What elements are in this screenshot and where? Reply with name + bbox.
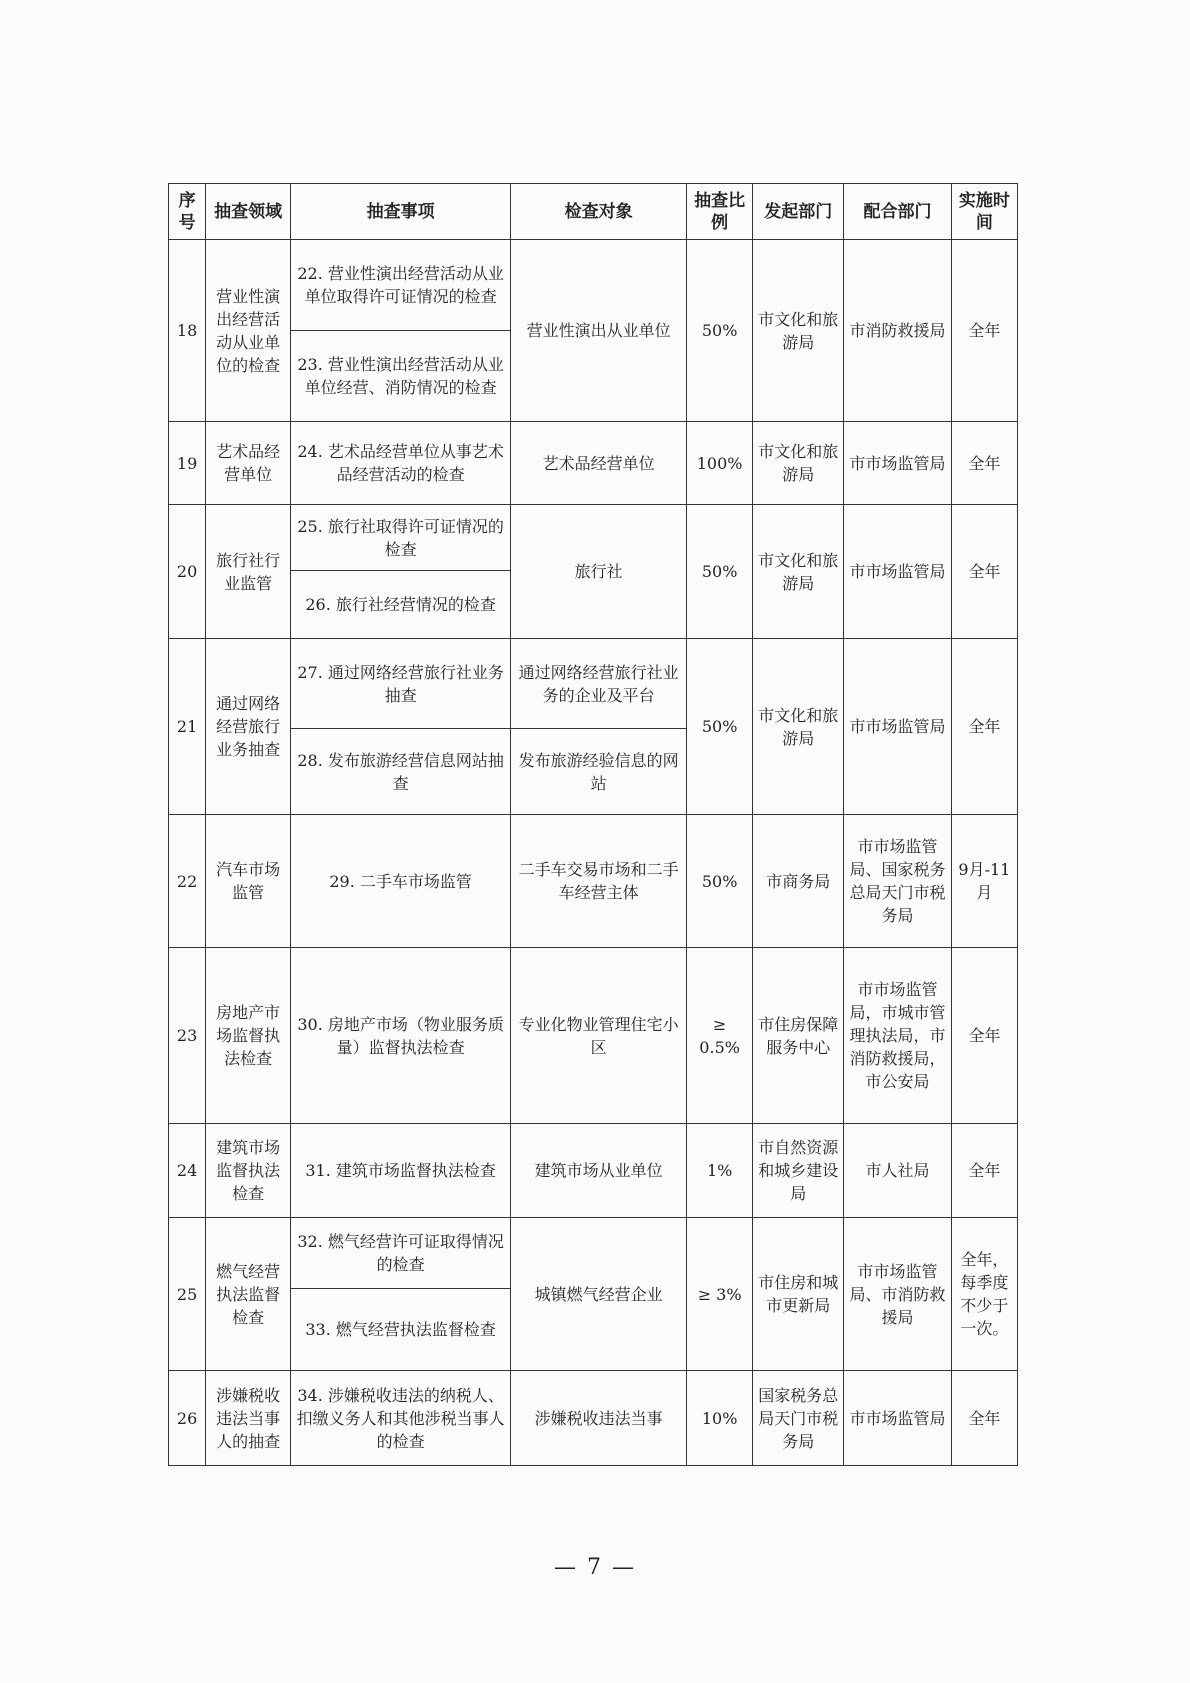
cell-item: 24. 艺术品经营单位从事艺术品经营活动的检查 <box>291 422 511 505</box>
cell-item: 29. 二手车市场监管 <box>291 815 511 948</box>
cell-target: 营业性演出从业单位 <box>511 240 687 422</box>
cell-dept: 市自然资源和城乡建设局 <box>753 1124 844 1218</box>
cell-ratio: ≥ 3% <box>687 1218 753 1371</box>
cell-coop: 市市场监管局 <box>844 505 952 639</box>
cell-dept: 市文化和旅游局 <box>753 505 844 639</box>
cell-target: 建筑市场从业单位 <box>511 1124 687 1218</box>
cell-coop: 市市场监管局 <box>844 422 952 505</box>
cell-item: 30. 房地产市场（物业服务质量）监督执法检查 <box>291 948 511 1124</box>
header-target: 检查对象 <box>511 184 687 240</box>
inspection-table <box>168 183 1018 1466</box>
table-row <box>169 639 1018 729</box>
cell-item: 28. 发布旅游经营信息网站抽查 <box>291 729 511 815</box>
cell-time: 全年 <box>951 639 1017 815</box>
cell-target: 通过网络经营旅行社业务的企业及平台 <box>511 639 687 729</box>
cell-target: 艺术品经营单位 <box>511 422 687 505</box>
cell-item: 33. 燃气经营执法监督检查 <box>291 1289 511 1371</box>
cell-time: 全年 <box>951 240 1017 422</box>
cell-coop: 市市场监管局 <box>844 639 952 815</box>
header-coop: 配合部门 <box>844 184 952 240</box>
cell-field: 涉嫌税收违法当事人的抽查 <box>206 1371 291 1466</box>
cell-time: 全年 <box>951 1371 1017 1466</box>
cell-field: 汽车市场监管 <box>206 815 291 948</box>
cell-field: 房地产市场监督执法检查 <box>206 948 291 1124</box>
table-row <box>169 948 1018 1124</box>
cell-field: 旅行社行业监管 <box>206 505 291 639</box>
cell-item: 34. 涉嫌税收违法的纳税人、扣缴义务人和其他涉税当事人的检查 <box>291 1371 511 1466</box>
cell-target: 二手车交易市场和二手车经营主体 <box>511 815 687 948</box>
cell-time: 全年，每季度不少于一次。 <box>951 1218 1017 1371</box>
cell-ratio: ≥ 0.5% <box>687 948 753 1124</box>
page-number: — 7 — <box>554 1555 636 1580</box>
cell-dept: 市住房保障服务中心 <box>753 948 844 1124</box>
header-ratio: 抽查比例 <box>687 184 753 240</box>
cell-seq: 21 <box>169 639 206 815</box>
cell-item: 25. 旅行社取得许可证情况的检查 <box>291 505 511 571</box>
cell-seq: 18 <box>169 240 206 422</box>
header-time: 实施时间 <box>951 184 1017 240</box>
cell-field: 通过网络经营旅行业务抽查 <box>206 639 291 815</box>
table-row <box>169 240 1018 331</box>
cell-target: 旅行社 <box>511 505 687 639</box>
cell-ratio: 50% <box>687 639 753 815</box>
table-row <box>169 505 1018 571</box>
cell-seq: 20 <box>169 505 206 639</box>
cell-seq: 24 <box>169 1124 206 1218</box>
cell-coop: 市市场监管局、市消防救援局 <box>844 1218 952 1371</box>
cell-coop: 市市场监管局 <box>844 1371 952 1466</box>
cell-seq: 19 <box>169 422 206 505</box>
cell-coop: 市消防救援局 <box>844 240 952 422</box>
table-row <box>169 1124 1018 1218</box>
cell-time: 全年 <box>951 422 1017 505</box>
cell-ratio: 50% <box>687 240 753 422</box>
cell-field: 艺术品经营单位 <box>206 422 291 505</box>
table-row <box>169 422 1018 505</box>
cell-field: 营业性演出经营活动从业单位的检查 <box>206 240 291 422</box>
cell-field: 建筑市场监督执法检查 <box>206 1124 291 1218</box>
cell-ratio: 100% <box>687 422 753 505</box>
cell-seq: 26 <box>169 1371 206 1466</box>
table-row <box>169 815 1018 948</box>
cell-target: 发布旅游经验信息的网站 <box>511 729 687 815</box>
cell-item: 26. 旅行社经营情况的检查 <box>291 571 511 639</box>
cell-dept: 市文化和旅游局 <box>753 240 844 422</box>
header-seq: 序号 <box>169 184 206 240</box>
cell-ratio: 10% <box>687 1371 753 1466</box>
cell-dept: 市文化和旅游局 <box>753 422 844 505</box>
cell-time: 全年 <box>951 948 1017 1124</box>
cell-dept: 市商务局 <box>753 815 844 948</box>
cell-seq: 22 <box>169 815 206 948</box>
table-row <box>169 1218 1018 1289</box>
cell-item: 23. 营业性演出经营活动从业单位经营、消防情况的检查 <box>291 331 511 422</box>
cell-target: 城镇燃气经营企业 <box>511 1218 687 1371</box>
cell-coop: 市市场监管局，市城市管理执法局，市消防救援局，市公安局 <box>844 948 952 1124</box>
cell-time: 全年 <box>951 505 1017 639</box>
cell-item: 31. 建筑市场监督执法检查 <box>291 1124 511 1218</box>
cell-time: 9月-11月 <box>951 815 1017 948</box>
cell-coop: 市人社局 <box>844 1124 952 1218</box>
cell-dept: 市住房和城市更新局 <box>753 1218 844 1371</box>
cell-time: 全年 <box>951 1124 1017 1218</box>
cell-target: 涉嫌税收违法当事 <box>511 1371 687 1466</box>
cell-item: 22. 营业性演出经营活动从业单位取得许可证情况的检查 <box>291 240 511 331</box>
header-item: 抽查事项 <box>291 184 511 240</box>
cell-target: 专业化物业管理住宅小区 <box>511 948 687 1124</box>
header-dept: 发起部门 <box>753 184 844 240</box>
cell-coop: 市市场监管局、国家税务总局天门市税务局 <box>844 815 952 948</box>
cell-field: 燃气经营执法监督检查 <box>206 1218 291 1371</box>
cell-dept: 市文化和旅游局 <box>753 639 844 815</box>
cell-seq: 23 <box>169 948 206 1124</box>
cell-item: 27. 通过网络经营旅行社业务抽查 <box>291 639 511 729</box>
header-field: 抽查领域 <box>206 184 291 240</box>
table-row <box>169 1371 1018 1466</box>
table-header-row <box>169 184 1018 240</box>
cell-item: 32. 燃气经营许可证取得情况的检查 <box>291 1218 511 1289</box>
cell-ratio: 50% <box>687 815 753 948</box>
cell-seq: 25 <box>169 1218 206 1371</box>
cell-dept: 国家税务总局天门市税务局 <box>753 1371 844 1466</box>
cell-ratio: 50% <box>687 505 753 639</box>
cell-ratio: 1% <box>687 1124 753 1218</box>
